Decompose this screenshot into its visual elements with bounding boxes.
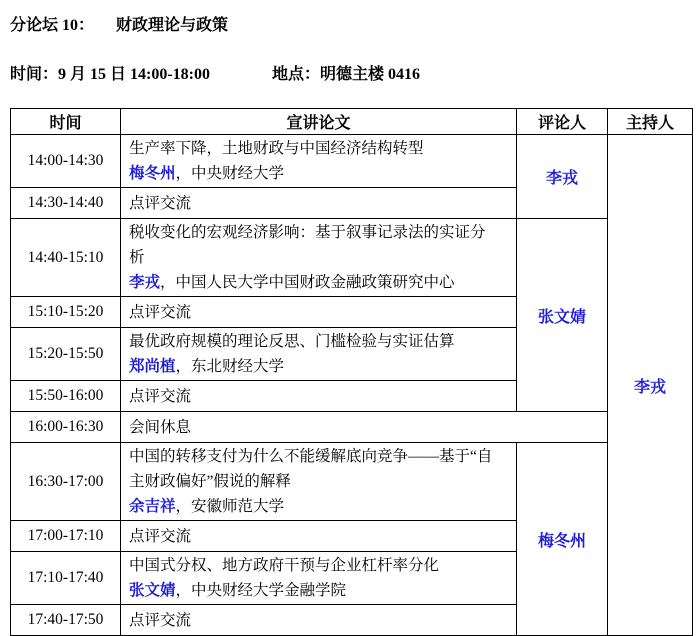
- table-row: [11, 219, 693, 297]
- page-title: [10, 12, 228, 35]
- paper-author-line: [129, 494, 498, 519]
- activity-cell: 点评交流: [121, 521, 517, 552]
- table-header-row: [11, 109, 693, 135]
- activity-cell: 点评交流: [121, 605, 517, 636]
- schedule-table: [10, 108, 693, 636]
- time-cell: 17:00-17:10: [11, 521, 121, 552]
- header-time: 时间: [11, 109, 121, 135]
- activity-cell: 点评交流: [121, 381, 517, 412]
- location-value: 明德主楼 0416: [320, 66, 421, 83]
- break-cell: 会间休息: [121, 412, 608, 443]
- time-cell: 17:10-17:40: [11, 552, 121, 605]
- chair-name: 李戎: [608, 135, 693, 636]
- commentator-name: 李戎: [517, 135, 608, 219]
- activity-cell: 点评交流: [121, 188, 517, 219]
- paper-cell: [121, 135, 517, 188]
- activity-cell: 点评交流: [121, 297, 517, 328]
- time-cell: 14:30-14:40: [11, 188, 121, 219]
- presenter-name: 余吉祥: [129, 498, 176, 515]
- presenter-name: 郑尚植: [129, 358, 176, 375]
- paper-author-line: [129, 354, 498, 379]
- paper-title: 生产率下降，土地财政与中国经济结构转型: [129, 140, 424, 157]
- location-group: [272, 66, 420, 83]
- header-chair: 主持人: [608, 109, 693, 135]
- time-cell: 14:40-15:10: [11, 219, 121, 297]
- table-row: [11, 412, 693, 443]
- time-cell: 16:00-16:30: [11, 412, 121, 443]
- paper-title: 税收变化的宏观经济影响：基于叙事记录法的实证分析: [129, 224, 486, 266]
- time-cell: 17:40-17:50: [11, 605, 121, 636]
- time-cell: 15:50-16:00: [11, 381, 121, 412]
- table-row: [11, 443, 693, 521]
- table-row: [11, 135, 693, 188]
- paper-cell: [121, 328, 517, 381]
- presenter-affiliation: ，中央财经大学: [175, 165, 285, 182]
- header-commentator: 评论人: [517, 109, 608, 135]
- paper-title: 中国的转移支付为什么不能缓解底向竞争——基于“自主财政偏好”假说的解释: [129, 448, 493, 490]
- time-value: 9 月 15 日 14:00-18:00: [58, 66, 211, 83]
- paper-title: 最优政府规模的理论反思、门槛检验与实证估算: [129, 333, 455, 350]
- forum-title: 财政理论与政策: [116, 17, 229, 34]
- forum-label: 分论坛 10：: [10, 17, 95, 34]
- presenter-name: 张文婧: [129, 582, 176, 599]
- paper-author-line: [129, 270, 498, 295]
- time-cell: 14:00-14:30: [11, 135, 121, 188]
- commentator-name: 张文婧: [517, 219, 608, 412]
- presenter-affiliation: ，安徽师范大学: [175, 498, 285, 515]
- paper-cell: [121, 443, 517, 521]
- paper-author-line: [129, 578, 498, 603]
- presenter-name: 李戎: [129, 274, 161, 291]
- paper-cell: [121, 219, 517, 297]
- presenter-affiliation: ，中国人民大学中国财政金融政策研究中心: [160, 274, 455, 291]
- presenter-name: 梅冬州: [129, 165, 176, 182]
- time-label: 时间：: [10, 66, 59, 83]
- presenter-affiliation: ，中央财经大学金融学院: [175, 582, 347, 599]
- time-cell: 15:10-15:20: [11, 297, 121, 328]
- paper-cell: [121, 552, 517, 605]
- location-label: 地点：: [272, 66, 321, 83]
- session-info: [10, 61, 420, 84]
- commentator-name: 梅冬州: [517, 443, 608, 636]
- paper-author-line: [129, 161, 498, 186]
- time-cell: 16:30-17:00: [11, 443, 121, 521]
- paper-title: 中国式分权、地方政府干预与企业杠杆率分化: [129, 557, 440, 574]
- presenter-affiliation: ，东北财经大学: [175, 358, 285, 375]
- header-papers: 宣讲论文: [121, 109, 517, 135]
- time-cell: 15:20-15:50: [11, 328, 121, 381]
